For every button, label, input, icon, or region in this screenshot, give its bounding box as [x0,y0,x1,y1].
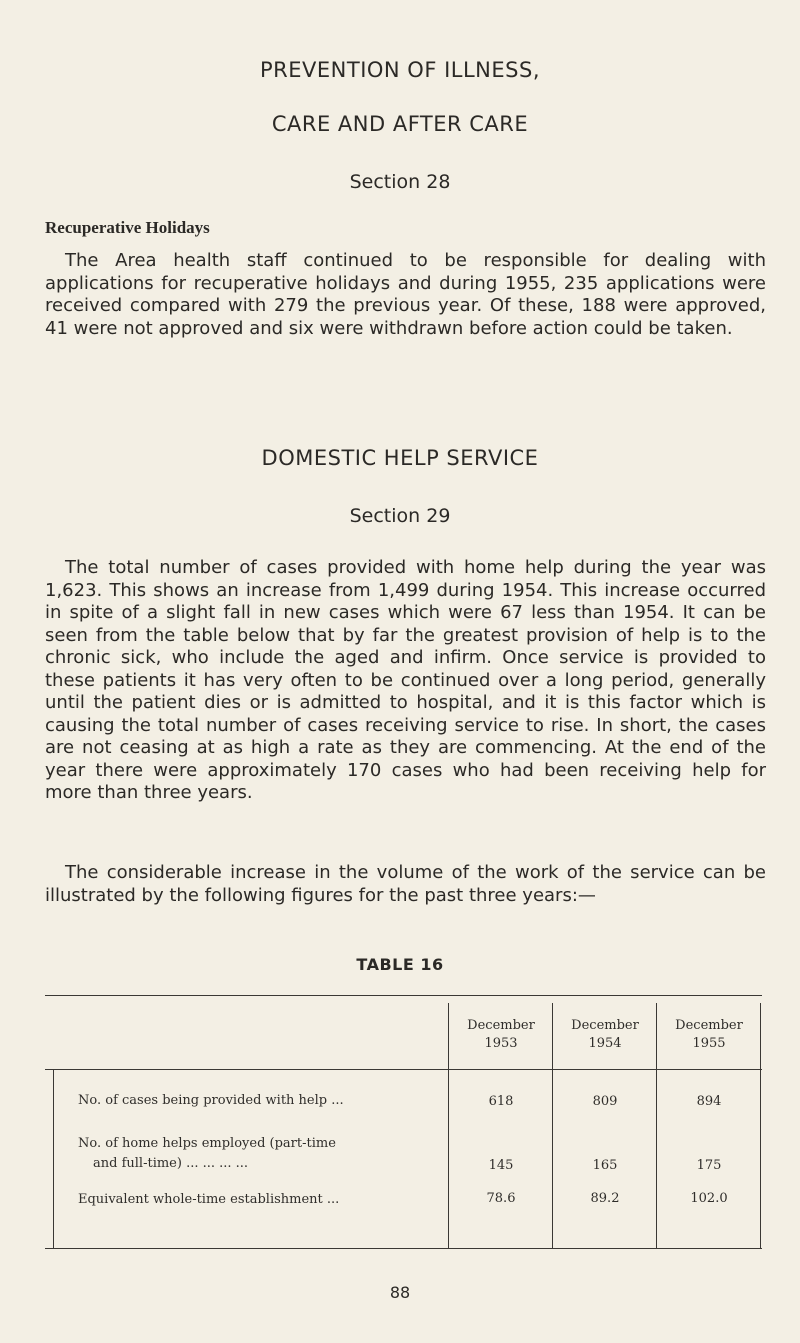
column-header-1954 [553,1017,657,1053]
domestic-help-service-title: DOMESTIC HELP SERVICE [261,446,539,470]
column-header-1955 [657,1017,761,1053]
section-28-heading: Section 28 [349,171,451,193]
table-top-rule [45,995,762,996]
column-header-label: December [675,1018,743,1033]
recuperative-holidays-paragraph: The Area health staff continued to be responsible for dealing with applications for recuperative holidays and during 1955, 235 applications were received compared with 279 the previous year. Of these, 188 were approved, 41 were not approved and six were withdrawn before action could be taken. [45,250,766,339]
page-number: 88 [389,1283,411,1302]
table-cell: 145 [488,1158,514,1173]
column-header-year: 1953 [484,1036,518,1051]
column-header-label: December [467,1018,535,1033]
row-label-home-helps-employed-cont: and full-time) ... ... ... ... [93,1156,249,1171]
column-header-year: 1955 [692,1036,726,1051]
table-cell: 809 [592,1094,618,1109]
table-left-rule [53,1069,54,1248]
column-header-year: 1954 [588,1036,622,1051]
table-cell: 165 [592,1158,618,1173]
column-header-1953 [449,1017,553,1053]
recuperative-holidays-subheading: Recuperative Holidays [45,218,210,237]
row-label-home-helps-employed: No. of home helps employed (part-time [78,1136,336,1151]
section-29-heading: Section 29 [349,505,451,527]
row-label-cases-provided: No. of cases being provided with help ... [78,1093,344,1108]
table-bottom-rule [45,1248,762,1249]
page-title-line-1: PREVENTION OF ILLNESS, [260,58,540,82]
table-cell: 89.2 [590,1191,620,1206]
table-cell: 175 [696,1158,722,1173]
table-cell: 894 [696,1094,722,1109]
page-title-line-2: CARE AND AFTER CARE [271,112,529,136]
domestic-help-paragraph-2: The considerable increase in the volume of the work of the service can be illustrated by the following figures for the past three years:— [45,862,766,906]
domestic-help-paragraph-1: The total number of cases provided with home help during the year was 1,623. This shows an increase from 1,499 during 1954. This increase occurred in spite of a slight fall in new cases which were 67 less than 1954. It can be seen from the table below that by far the greatest provision of help is to the chronic sick, who include the aged and infirm. Once service is provided to these patients it has very often to be continued over a long period, generally until the patient dies or is admitted to hospital, and it is this factor which is causing the total number of cases receiving service to rise. In short, the cases are not ceasing at as high a rate as they are commencing. At the end of the year there were approximately 170 cases who had been receiving help for more than three years. [45,557,766,803]
table-cell: 618 [488,1094,514,1109]
table-cell: 102.0 [690,1191,728,1206]
row-label-whole-time-establishment: Equivalent whole-time establishment ... [78,1192,340,1207]
table-title: TABLE 16 [356,955,444,974]
column-header-label: December [571,1018,639,1033]
table-cell: 78.6 [486,1191,516,1206]
table-16 [45,995,762,1249]
table-header-rule [45,1069,762,1070]
